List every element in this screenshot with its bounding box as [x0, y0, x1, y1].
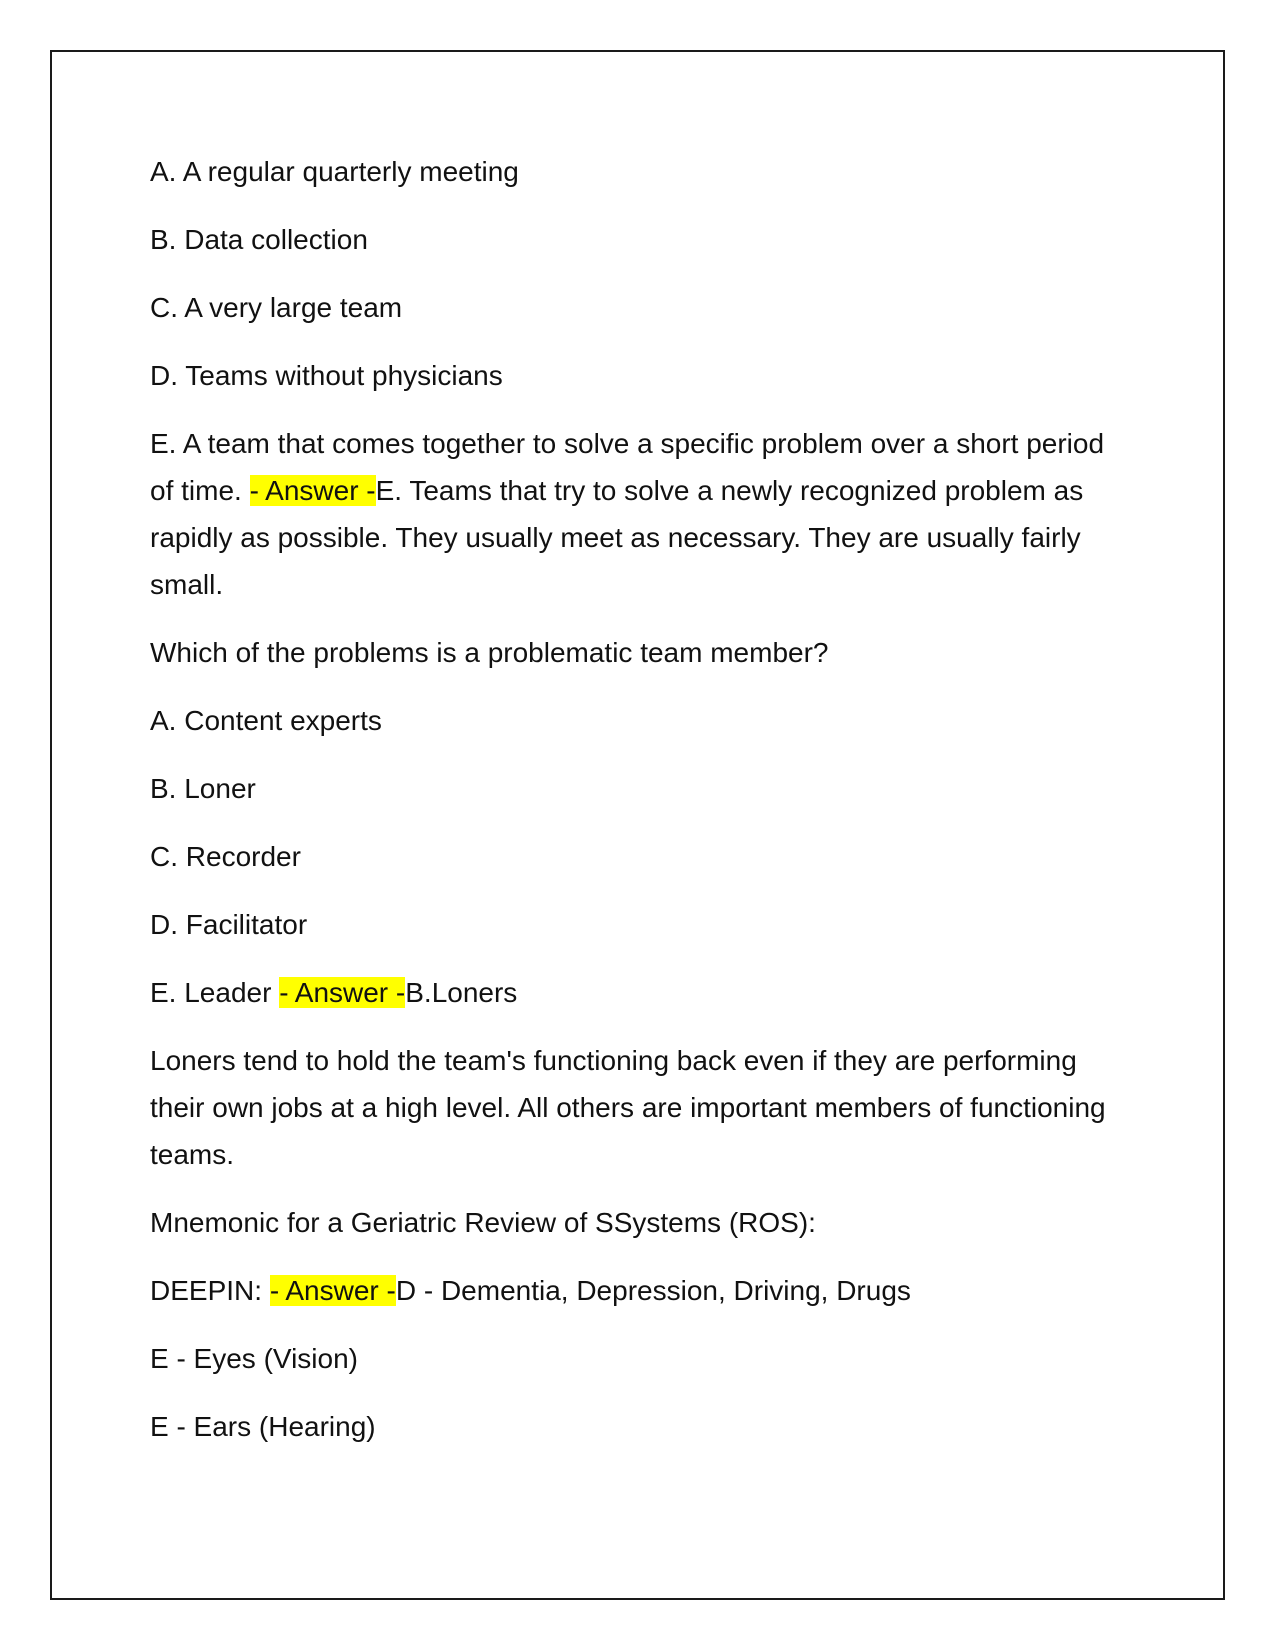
q2-answer-text: B.Loners	[405, 977, 518, 1008]
q2-option-d: D. Facilitator	[150, 909, 308, 940]
answer-highlight: - Answer -	[279, 977, 406, 1008]
q2-option-e: E. Leader	[150, 977, 280, 1008]
q1-option-e: E. A team that comes together to solve a specific problem over a short period of time.	[150, 428, 1105, 506]
q2-explanation: Loners tend to hold the team's functioning back even if they are performing their own jobs at a high level. All others are important members of functioning teams.	[150, 1045, 1106, 1170]
q3-answer-e-eyes: E - Eyes (Vision)	[150, 1343, 358, 1374]
q3-answer-paragraph	[150, 1267, 1110, 1314]
q3-answer-e-ears: E - Ears (Hearing)	[150, 1411, 376, 1442]
answer-highlight: - Answer -	[249, 475, 376, 506]
q2-option-c: C. Recorder	[150, 841, 301, 872]
q3-prompt: DEEPIN:	[150, 1275, 270, 1306]
q2-question: Which of the problems is a problematic team member?	[150, 637, 829, 668]
q3-question: Mnemonic for a Geriatric Review of SSystems (ROS):	[150, 1207, 816, 1238]
q1-option-b: B. Data collection	[150, 224, 368, 255]
q1-option-c: C. A very large team	[150, 292, 403, 323]
q2-option-e-paragraph	[150, 969, 1110, 1016]
q3-answer-d: D - Dementia, Depression, Driving, Drugs	[395, 1275, 911, 1306]
document-body	[150, 148, 1110, 1471]
q1-option-d: D. Teams without physicians	[150, 360, 503, 391]
q2-option-b: B. Loner	[150, 773, 256, 804]
q1-answer-text: E. Teams that try to solve a newly recognized problem as rapidly as possible. They usually meet as necessary. They are usually fairly small.	[150, 475, 1084, 600]
q2-option-a: A. Content experts	[150, 705, 382, 736]
q1-option-a: A. A regular quarterly meeting	[150, 156, 519, 187]
q1-option-e-paragraph	[150, 420, 1110, 608]
answer-highlight: - Answer -	[269, 1275, 396, 1306]
